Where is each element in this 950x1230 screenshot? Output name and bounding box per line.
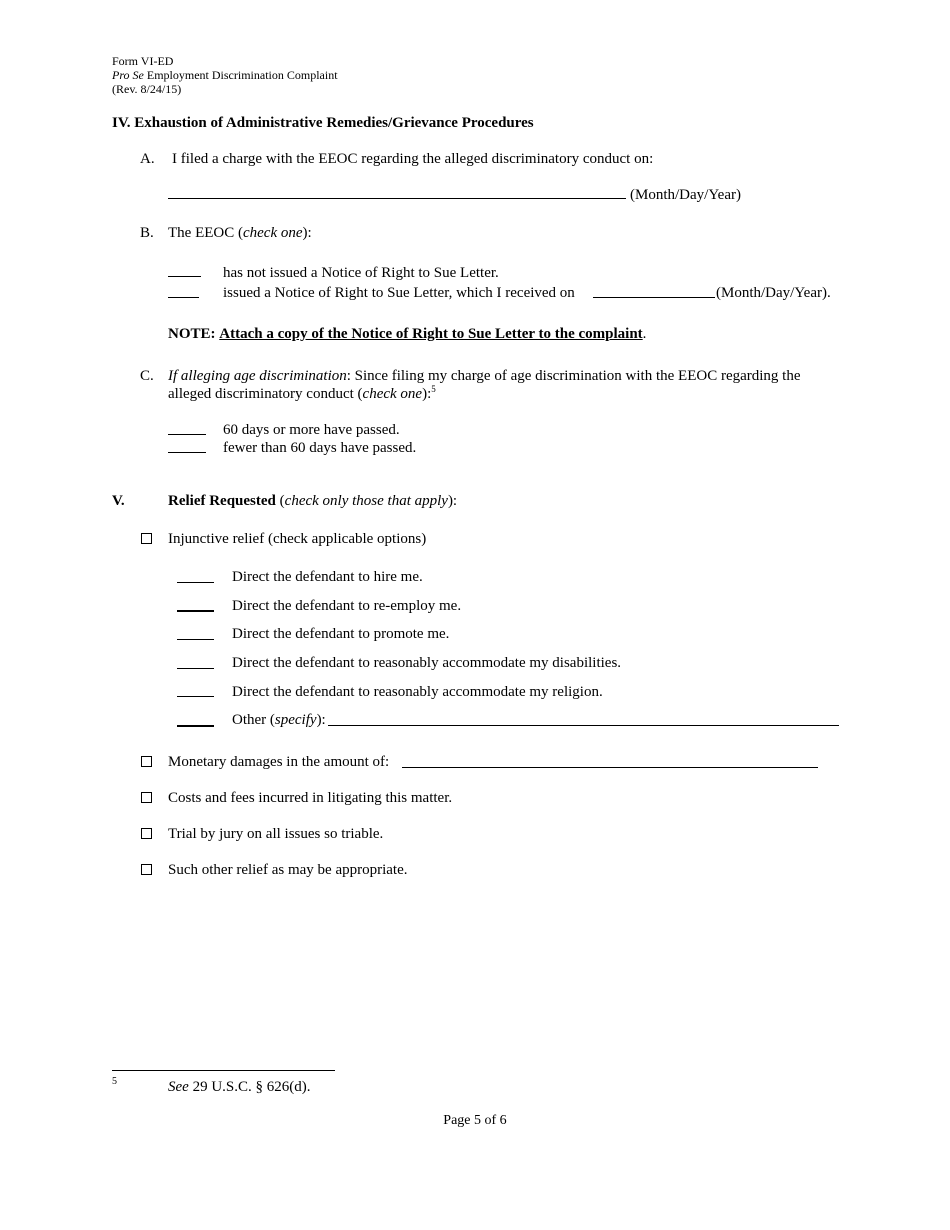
injunctive-option-3-text: Direct the defendant to promote me.	[232, 626, 450, 642]
note-text: Attach a copy of the Notice of Right to Sue Letter to the complaint	[219, 326, 643, 342]
form-id: Form VI-ED	[112, 54, 174, 68]
injunctive-option-4-blank[interactable]	[177, 668, 214, 669]
injunctive-option-2-blank[interactable]	[177, 610, 214, 612]
injunctive-other-italic: specify	[274, 712, 317, 728]
item-c-footnote-ref: 5	[431, 384, 436, 394]
monetary-damages-checkbox[interactable]	[141, 756, 152, 767]
injunctive-other-pre: Other (	[232, 712, 275, 728]
note-end: .	[642, 326, 647, 342]
item-a-date-suffix: (Month/Day/Year)	[630, 187, 741, 203]
jury-trial-checkbox[interactable]	[141, 828, 152, 839]
item-b-option-1-blank[interactable]	[168, 276, 201, 277]
item-b-text-pre: The EEOC (	[168, 225, 243, 241]
injunctive-option-1-blank[interactable]	[177, 582, 214, 583]
item-b-text	[168, 225, 312, 242]
section-v-heading	[168, 493, 457, 510]
form-revision: (Rev. 8/24/15)	[112, 82, 182, 96]
page-number: Page 5 of 6	[443, 1113, 507, 1128]
footnote-citation: 29 U.S.C. § 626(d).	[188, 1079, 311, 1095]
item-b-option-2-text: issued a Notice of Right to Sue Letter, which I received on	[223, 285, 575, 301]
item-b-option-1-text: has not issued a Notice of Right to Sue Letter.	[223, 265, 499, 281]
monetary-damages-field[interactable]	[402, 767, 818, 768]
jury-trial-label: Trial by jury on all issues so triable.	[168, 826, 384, 842]
injunctive-other-blank[interactable]	[177, 725, 214, 727]
other-relief-checkbox[interactable]	[141, 864, 152, 875]
costs-fees-checkbox[interactable]	[141, 792, 152, 803]
form-title	[112, 68, 338, 82]
item-c-option-1-blank[interactable]	[168, 434, 206, 435]
item-b-option-2-blank[interactable]	[168, 297, 199, 298]
form-title-rest: Employment Discrimination Complaint	[143, 68, 338, 82]
footnote-see: See	[168, 1079, 189, 1095]
item-c-line-2-pre: alleged discriminatory conduct (	[168, 386, 363, 402]
section-v-heading-paren-pre: (	[275, 493, 285, 509]
footnote-separator	[112, 1070, 335, 1071]
item-c-line-2-post: ):	[422, 386, 432, 402]
footnote-number: 5	[112, 1076, 117, 1087]
injunctive-other-post: ):	[316, 712, 326, 728]
item-c-option-2-blank[interactable]	[168, 452, 206, 453]
item-a-text: I filed a charge with the EEOC regarding the alleged discriminatory conduct on:	[172, 151, 654, 167]
section-v-heading-bold: Relief Requested	[168, 493, 276, 509]
item-a-letter: A.	[140, 151, 155, 167]
note	[168, 326, 646, 343]
injunctive-option-1-text: Direct the defendant to hire me.	[232, 569, 423, 585]
note-label: NOTE:	[168, 326, 216, 342]
section-iv-heading: IV. Exhaustion of Administrative Remedies/Grievance Procedures	[112, 115, 534, 131]
injunctive-option-4-text: Direct the defendant to reasonably accommodate my disabilities.	[232, 655, 622, 671]
item-c-italic-lead: If alleging age discrimination	[168, 368, 347, 384]
section-v-heading-italic: check only those that apply	[284, 493, 448, 509]
section-v-heading-paren-post: ):	[447, 493, 458, 509]
injunctive-option-5-blank[interactable]	[177, 696, 214, 697]
item-b-text-italic: check one	[242, 225, 303, 241]
footnote-text	[168, 1079, 311, 1096]
item-c-line-2	[168, 386, 436, 403]
item-b-date-field[interactable]	[593, 297, 715, 298]
injunctive-relief-checkbox[interactable]	[141, 533, 152, 544]
section-v-numeral: V.	[112, 493, 125, 509]
injunctive-relief-label: Injunctive relief (check applicable options)	[168, 531, 427, 547]
other-relief-label: Such other relief as may be appropriate.	[168, 862, 408, 878]
injunctive-other-label	[232, 712, 326, 729]
item-b-date-suffix: (Month/Day/Year).	[716, 285, 831, 301]
item-c-letter: C.	[140, 368, 154, 384]
injunctive-option-2-text: Direct the defendant to re-employ me.	[232, 598, 462, 614]
item-a-date-field[interactable]	[168, 198, 626, 199]
item-c-line-1-rest: : Since filing my charge of age discrimination with the EEOC regarding the	[346, 368, 801, 384]
injunctive-other-field[interactable]	[328, 725, 839, 726]
injunctive-option-5-text: Direct the defendant to reasonably accommodate my religion.	[232, 684, 603, 700]
item-b-letter: B.	[140, 225, 154, 241]
item-c-option-1-text: 60 days or more have passed.	[223, 422, 400, 438]
costs-fees-label: Costs and fees incurred in litigating this matter.	[168, 790, 453, 806]
item-c-option-2-text: fewer than 60 days have passed.	[223, 440, 417, 456]
form-title-pro-se: Pro Se	[112, 68, 144, 82]
injunctive-option-3-blank[interactable]	[177, 639, 214, 640]
item-c-line-2-italic: check one	[362, 386, 423, 402]
item-c-line-1	[168, 368, 801, 385]
item-b-text-post: ):	[302, 225, 312, 241]
monetary-damages-label: Monetary damages in the amount of:	[168, 754, 390, 770]
